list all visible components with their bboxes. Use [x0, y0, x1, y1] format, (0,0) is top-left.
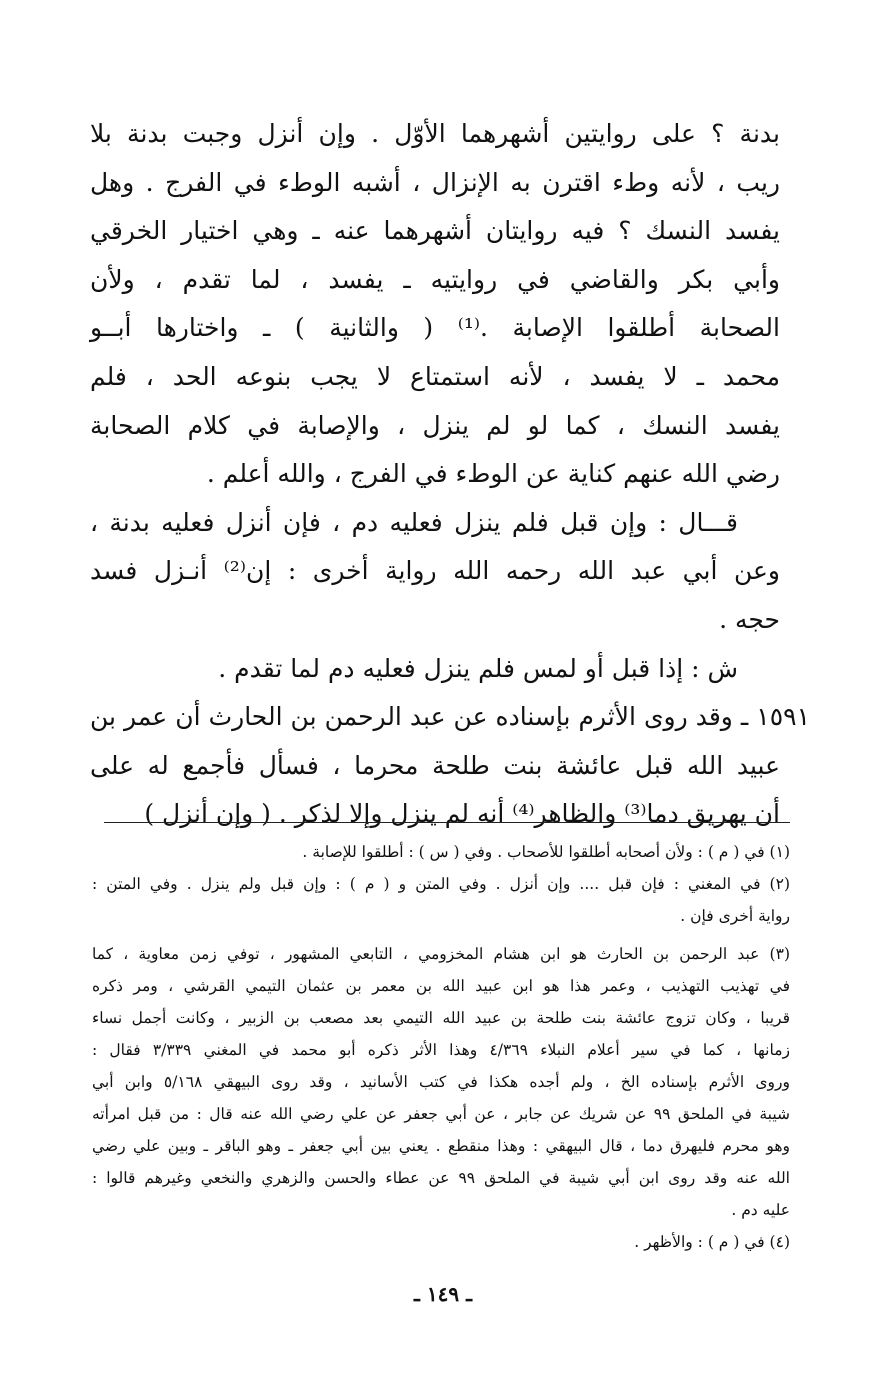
hadith-line: أن يهريق دما⁽³⁾ والظاهر⁽⁴⁾ أنه لم ينزل وإلا لذكر . ( وإن أنزل ): [144, 799, 780, 829]
matn-line: قـــال : وإن قبل فلم ينزل فعليه دم ، فإن أنزل فعليه بدنة ،: [90, 507, 738, 537]
footnote-divider: [104, 822, 790, 823]
body-line: يفسد النسك ، كما لو لم ينزل ، والإصابة في كلام الصحابة: [90, 410, 780, 440]
footnote-line: الله عنه وقد روى ابن أبي شيبة في الملحق ٩٩ عن عطاء والحسن والزهري والنخعي وغيرهم قالوا :: [92, 1169, 790, 1187]
footnote-line: زمانها ، كما في سير أعلام النبلاء ٤/٣٦٩ وهذا الأثر ذكره أبو محمد في المغني ٣/٣٣٩ فقال :: [92, 1041, 790, 1059]
page-number: ـ ١٤٩ ـ: [414, 1282, 472, 1306]
body-line: يفسد النسك ؟ فيه روايتان أشهرهما عنه ـ وهي اختيار الخرقي: [90, 216, 780, 246]
footnote-line: في تهذيب التهذيب ، وعمر هذا هو ابن عبيد الله بن معمر بن عثمان التيمي القرشي ، ومر ذكره: [92, 977, 790, 995]
body-line: الصحابة أطلقوا الإصابة .⁽¹⁾ ( والثانية ) ـ واختارها أبــو: [90, 313, 780, 343]
body-line: ريب ، لأنه وطء اقترن به الإنزال ، أشبه الوطء في الفرج . وهل: [90, 167, 780, 197]
main-text: [90, 110, 810, 839]
footnote-line: وهو محرم فليهرق دما ، قال البيهقي : وهذا منقطع . يعني بين أبي جعفر ـ وهو الباقر ـ وبين علي رضي: [92, 1137, 790, 1155]
sharh-line: ش : إذا قبل أو لمس فلم ينزل فعليه دم لما تقدم .: [218, 653, 738, 683]
body-line: وأبي بكر والقاضي في روايتيه ـ يفسد ، لما تقدم ، ولأن: [90, 264, 780, 294]
body-line: بدنة ؟ على روايتين أشهرهما الأوّل . وإن أنزل وجبت بدنة بلا: [90, 119, 780, 148]
footnote-line: (٢) في المغني : فإن قبل .... وإن أنزل . وفي المتن و ( م ) : وإن قبل ولم ينزل . وفي المتن :: [92, 875, 790, 893]
footnote-line: رواية أخرى فإن .: [680, 907, 790, 925]
matn-line: وعن أبي عبد الله رحمه الله رواية أخرى : إن⁽²⁾ أنـزل فسد: [90, 556, 780, 586]
footnote-line: (١) في ( م ) : ولأن أصحابه أطلقوا للأصحاب . وفي ( س ) : أطلقوا للإصابة .: [302, 843, 790, 861]
footnote-line: (٣) عبد الرحمن بن الحارث هو ابن هشام المخزومي ، التابعي المشهور ، توفي زمن معاوية ، كما: [92, 945, 790, 963]
matn-line: حجه .: [719, 604, 780, 634]
body-line: رضي الله عنهم كناية عن الوطء في الفرج ، والله أعلم .: [206, 459, 780, 489]
footnote-line: (٤) في ( م ) : والأظهر .: [634, 1233, 790, 1251]
footnote-line: شيبة في الملحق ٩٩ عن شريك عن جابر ، عن أبي جعفر عن علي رضي الله عنه قال : من قبل امرأته: [92, 1105, 790, 1123]
footnote-line: وروى الأثرم بإسناده الخ ، ولم أجده هكذا في كتب الأسانيد ، وقد روى البيهقي ٥/١٦٨ وابن أبي: [92, 1073, 790, 1091]
hadith-line: ١٥٩١ ـ وقد روى الأثرم بإسناده عن عبد الرحمن بن الحارث أن عمر بن: [90, 702, 810, 732]
footnote-line: قريبا ، وكان تزوج عائشة بنت طلحة بن عبيد الله التيمي بعد مصعب بن الزبير ، وكانت أجمل نساء: [92, 1009, 790, 1027]
hadith-line: عبيد الله قبل عائشة بنت طلحة محرما ، فسأل فأجمع له على: [90, 750, 780, 780]
body-line: محمد ـ لا يفسد ، لأنه استمتاع لا يجب بنوعه الحد ، فلم: [90, 361, 780, 391]
footnotes: [92, 836, 790, 1258]
footnote-line: عليه دم .: [731, 1201, 790, 1219]
